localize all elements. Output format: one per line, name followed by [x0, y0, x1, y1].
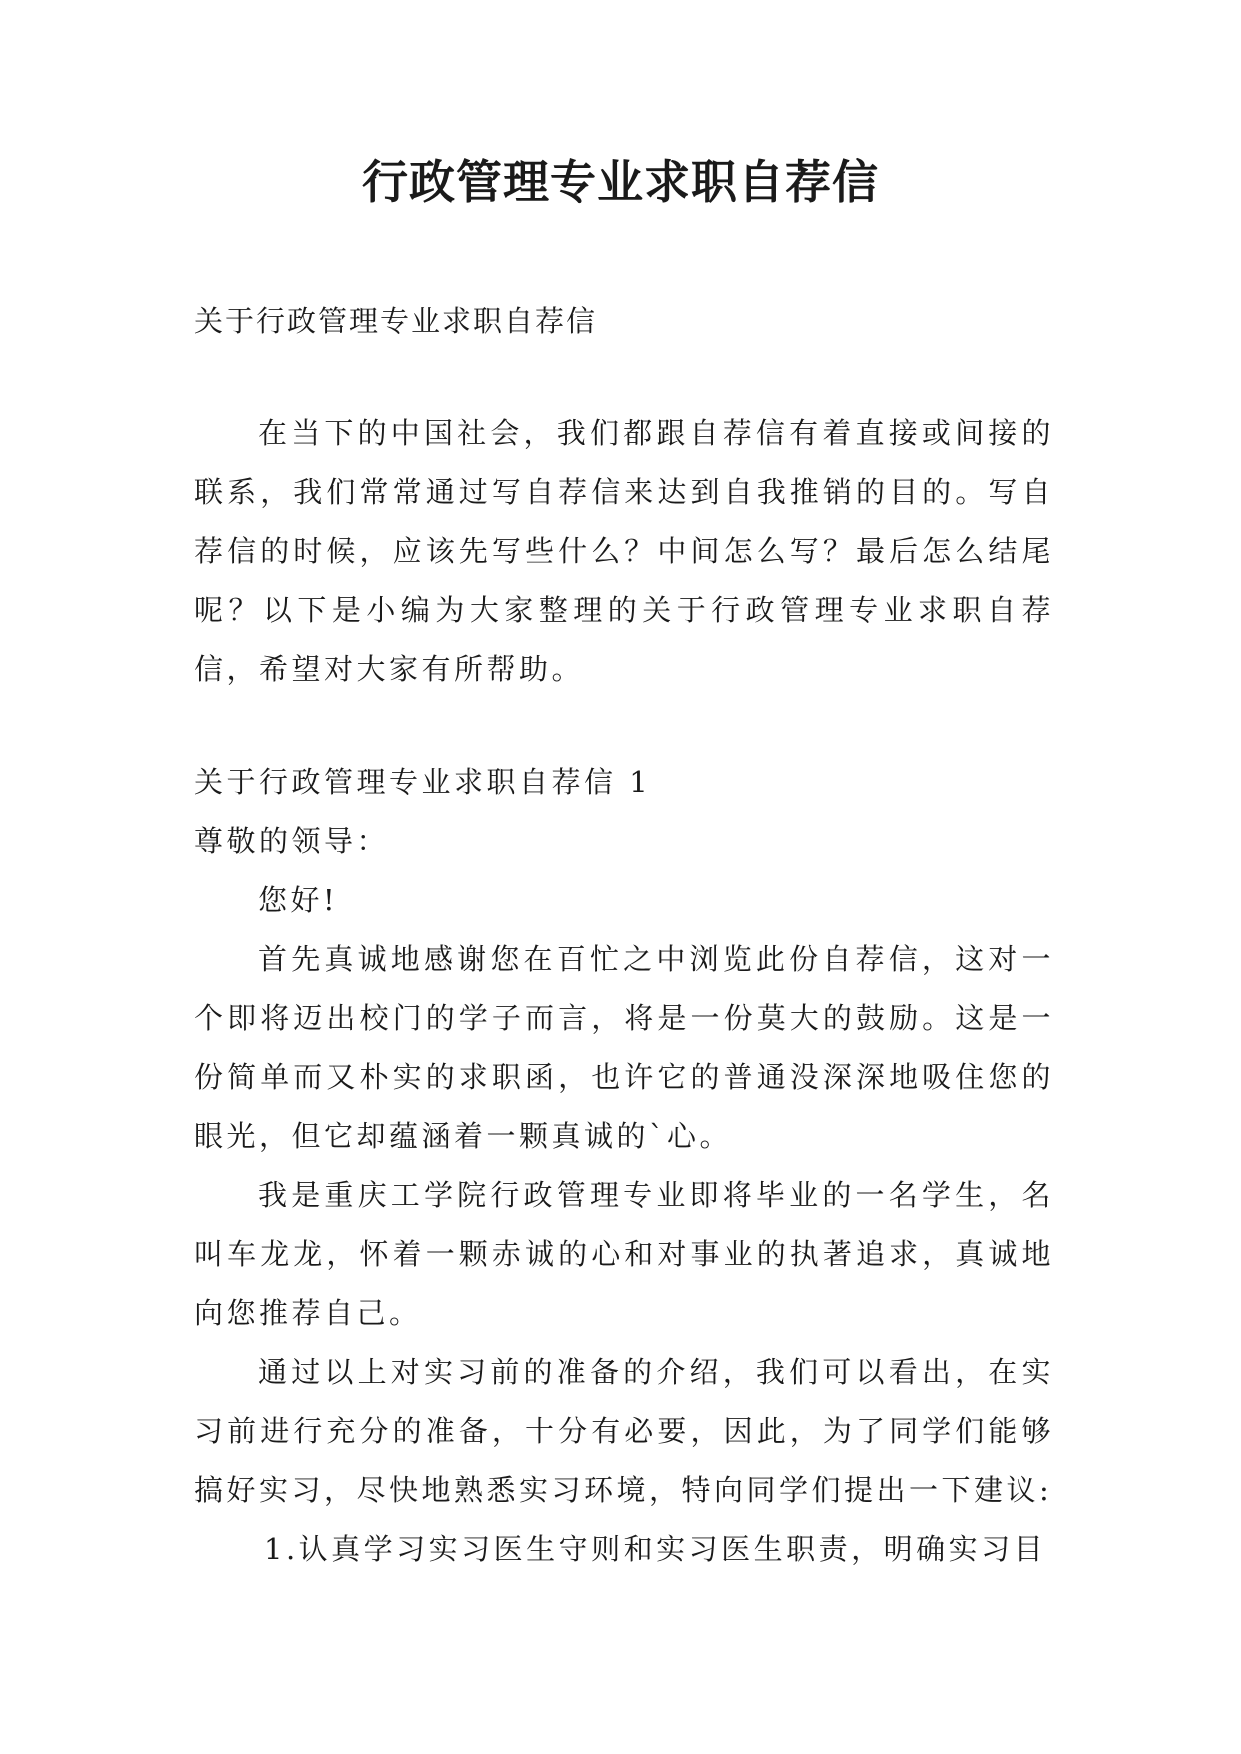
greeting: 您好! [258, 883, 339, 917]
list-item-1: 1.认真学习实习医生守则和实习医生职责，明确实习目 [264, 1532, 1047, 1566]
document-subtitle: 关于行政管理专业求职自荐信 [194, 304, 598, 338]
body-paragraph-3: 通过以上对实习前的准备的介绍，我们可以看出，在实习前进行充分的准备，十分有必要，因此，为了同学们能够搞好实习，尽快地熟悉实习环境，特向同学们提出一下建议: [194, 1355, 1054, 1507]
intro-paragraph: 在当下的中国社会，我们都跟自荐信有着直接或间接的联系，我们常常通过写自荐信来达到自我推销的目的。写自荐信的时候，应该先写些什么？中间怎么写？最后怎么结尾呢？以下是小编为大家整理的关于行政管理专业求职自荐信，希望对大家有所帮助。 [194, 416, 1054, 686]
letter-heading: 关于行政管理专业求职自荐信 1 [194, 765, 652, 799]
body-paragraph-2: 我是重庆工学院行政管理专业即将毕业的一名学生，名叫车龙龙，怀着一颗赤诚的心和对事业的执著追求，真诚地向您推荐自己。 [194, 1178, 1054, 1330]
salutation: 尊敬的领导： [194, 824, 390, 858]
document-title: 行政管理专业求职自荐信 [362, 155, 879, 209]
body-paragraph-1: 首先真诚地感谢您在百忙之中浏览此份自荐信，这对一个即将迈出校门的学子而言，将是一份莫大的鼓励。这是一份简单而又朴实的求职函，也许它的普通没深深地吸住您的眼光，但它却蕴涵着一颗真诚的`心。 [194, 942, 1054, 1153]
intro-section [194, 404, 1054, 699]
letter-body [194, 753, 1054, 1579]
